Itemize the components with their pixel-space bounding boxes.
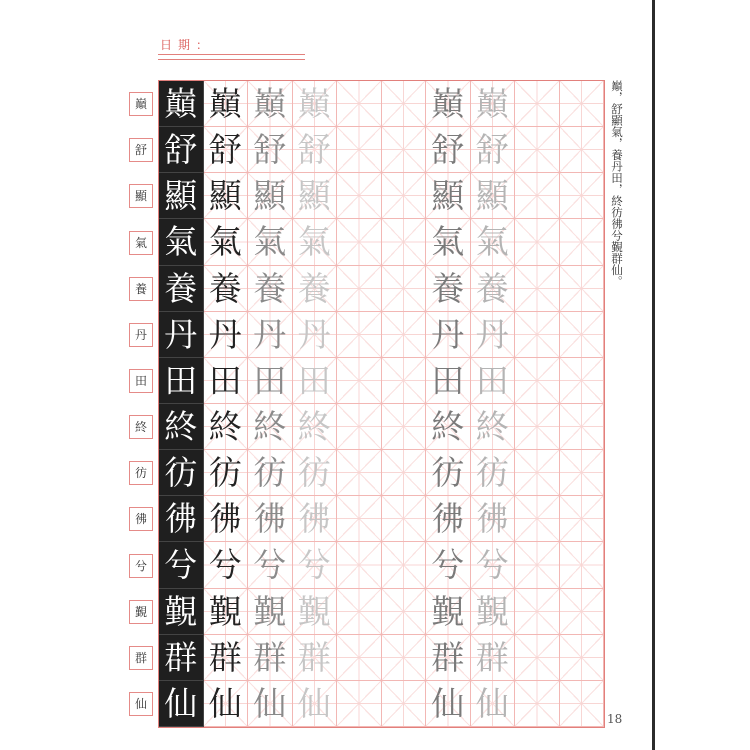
side-label-char: 氣 bbox=[129, 231, 153, 255]
practice-cell-blank bbox=[337, 450, 382, 496]
practice-cell-blank bbox=[382, 542, 427, 588]
practice-cell-solid: 養 bbox=[204, 266, 249, 312]
practice-cell-trace1-r: 顯 bbox=[426, 173, 471, 219]
practice-cell-blank bbox=[560, 542, 605, 588]
practice-cell-trace2: 仙 bbox=[293, 681, 338, 727]
practice-cell-model: 彿 bbox=[159, 496, 204, 542]
poem-vertical-text: 巔，舒顯氣，養丹田，終彷彿兮覲群仙。 bbox=[610, 80, 624, 287]
practice-cell-solid: 氣 bbox=[204, 219, 249, 265]
practice-cell-blank bbox=[337, 127, 382, 173]
practice-cell-blank bbox=[560, 266, 605, 312]
practice-cell-trace1: 氣 bbox=[248, 219, 293, 265]
practice-cell-blank bbox=[515, 312, 560, 358]
practice-cell-trace1-r: 覲 bbox=[426, 589, 471, 635]
practice-cell-blank bbox=[337, 589, 382, 635]
practice-cell-trace2: 終 bbox=[293, 404, 338, 450]
practice-cell-blank bbox=[382, 589, 427, 635]
practice-cell-model: 終 bbox=[159, 404, 204, 450]
practice-cell-blank bbox=[337, 404, 382, 450]
practice-cell-trace2: 舒 bbox=[293, 127, 338, 173]
practice-cell-model: 巔 bbox=[159, 81, 204, 127]
side-label-char: 丹 bbox=[129, 323, 153, 347]
practice-cell-blank bbox=[337, 542, 382, 588]
practice-cell-blank bbox=[515, 496, 560, 542]
practice-cell-blank bbox=[515, 219, 560, 265]
date-underline bbox=[158, 54, 305, 55]
practice-cell-trace1-r: 養 bbox=[426, 266, 471, 312]
practice-cell-trace2: 彷 bbox=[293, 450, 338, 496]
practice-cell-solid: 仙 bbox=[204, 681, 249, 727]
practice-cell-trace1-r: 舒 bbox=[426, 127, 471, 173]
practice-cell-blank bbox=[515, 404, 560, 450]
practice-cell-trace2: 群 bbox=[293, 635, 338, 681]
practice-cell-trace2: 田 bbox=[293, 358, 338, 404]
practice-cell-blank bbox=[560, 358, 605, 404]
practice-cell-trace1: 養 bbox=[248, 266, 293, 312]
practice-cell-trace2: 養 bbox=[293, 266, 338, 312]
practice-cell-model: 兮 bbox=[159, 542, 204, 588]
practice-cell-trace1-r: 丹 bbox=[426, 312, 471, 358]
practice-cell-blank bbox=[560, 312, 605, 358]
practice-cell-trace2-r: 彿 bbox=[471, 496, 516, 542]
practice-cell-solid: 兮 bbox=[204, 542, 249, 588]
practice-cell-blank bbox=[515, 635, 560, 681]
practice-cell-blank bbox=[560, 496, 605, 542]
practice-cell-solid: 終 bbox=[204, 404, 249, 450]
practice-cell-solid: 巔 bbox=[204, 81, 249, 127]
practice-cell-trace2: 兮 bbox=[293, 542, 338, 588]
practice-cell-solid: 彷 bbox=[204, 450, 249, 496]
practice-cell-trace1: 田 bbox=[248, 358, 293, 404]
practice-cell-trace2-r: 田 bbox=[471, 358, 516, 404]
practice-cell-trace1-r: 彷 bbox=[426, 450, 471, 496]
practice-cell-trace1: 顯 bbox=[248, 173, 293, 219]
practice-cell-solid: 彿 bbox=[204, 496, 249, 542]
practice-cell-trace2: 覲 bbox=[293, 589, 338, 635]
practice-cell-blank bbox=[382, 358, 427, 404]
practice-cell-trace2-r: 舒 bbox=[471, 127, 516, 173]
practice-cell-blank bbox=[515, 266, 560, 312]
practice-grid bbox=[158, 80, 605, 728]
practice-cell-blank bbox=[337, 635, 382, 681]
practice-cell-trace2: 巔 bbox=[293, 81, 338, 127]
practice-cell-blank bbox=[337, 681, 382, 727]
practice-cell-trace2-r: 彷 bbox=[471, 450, 516, 496]
practice-cell-trace1: 群 bbox=[248, 635, 293, 681]
practice-cell-blank bbox=[515, 589, 560, 635]
practice-cell-blank bbox=[382, 173, 427, 219]
practice-cell-trace1: 彷 bbox=[248, 450, 293, 496]
practice-cell-solid: 田 bbox=[204, 358, 249, 404]
side-label-char: 養 bbox=[129, 277, 153, 301]
practice-cell-trace1-r: 兮 bbox=[426, 542, 471, 588]
practice-cell-trace1-r: 巔 bbox=[426, 81, 471, 127]
side-label-char: 彷 bbox=[129, 461, 153, 485]
practice-cell-trace2-r: 兮 bbox=[471, 542, 516, 588]
side-label-char: 顯 bbox=[129, 184, 153, 208]
practice-cell-blank bbox=[337, 496, 382, 542]
practice-cell-blank bbox=[560, 219, 605, 265]
practice-cell-blank bbox=[515, 358, 560, 404]
practice-cell-solid: 顯 bbox=[204, 173, 249, 219]
practice-cell-blank bbox=[560, 635, 605, 681]
practice-cell-blank bbox=[337, 219, 382, 265]
practice-cell-model: 群 bbox=[159, 635, 204, 681]
date-underline-secondary bbox=[158, 59, 305, 60]
side-label-char: 仙 bbox=[129, 692, 153, 716]
practice-cell-blank bbox=[337, 312, 382, 358]
practice-cell-blank bbox=[382, 635, 427, 681]
practice-cell-blank bbox=[337, 173, 382, 219]
practice-cell-solid: 覲 bbox=[204, 589, 249, 635]
practice-cell-blank bbox=[515, 681, 560, 727]
practice-cell-trace1-r: 彿 bbox=[426, 496, 471, 542]
practice-cell-trace2: 氣 bbox=[293, 219, 338, 265]
side-label-char: 田 bbox=[129, 369, 153, 393]
practice-cell-model: 丹 bbox=[159, 312, 204, 358]
side-label-char: 舒 bbox=[129, 138, 153, 162]
practice-cell-trace2-r: 覲 bbox=[471, 589, 516, 635]
practice-cell-blank bbox=[515, 127, 560, 173]
practice-cell-blank bbox=[560, 127, 605, 173]
practice-cell-trace1: 終 bbox=[248, 404, 293, 450]
practice-cell-trace1-r: 群 bbox=[426, 635, 471, 681]
practice-cell-blank bbox=[560, 589, 605, 635]
side-label-char: 群 bbox=[129, 646, 153, 670]
practice-cell-model: 養 bbox=[159, 266, 204, 312]
practice-cell-model: 田 bbox=[159, 358, 204, 404]
practice-cell-trace2-r: 養 bbox=[471, 266, 516, 312]
practice-cell-trace1-r: 終 bbox=[426, 404, 471, 450]
practice-cell-blank bbox=[382, 81, 427, 127]
practice-cell-blank bbox=[382, 266, 427, 312]
practice-cell-trace2: 顯 bbox=[293, 173, 338, 219]
practice-cell-blank bbox=[515, 450, 560, 496]
practice-cell-blank bbox=[560, 404, 605, 450]
practice-cell-blank bbox=[560, 173, 605, 219]
practice-cell-model: 舒 bbox=[159, 127, 204, 173]
practice-cell-trace2-r: 終 bbox=[471, 404, 516, 450]
practice-cell-trace1: 覲 bbox=[248, 589, 293, 635]
practice-cell-model: 氣 bbox=[159, 219, 204, 265]
practice-cell-blank bbox=[337, 358, 382, 404]
practice-cell-model: 覲 bbox=[159, 589, 204, 635]
practice-cell-blank bbox=[515, 542, 560, 588]
practice-cell-trace1: 兮 bbox=[248, 542, 293, 588]
practice-cell-blank bbox=[560, 450, 605, 496]
practice-cell-trace2: 丹 bbox=[293, 312, 338, 358]
practice-cell-trace1-r: 仙 bbox=[426, 681, 471, 727]
practice-cell-model: 彷 bbox=[159, 450, 204, 496]
practice-cell-blank bbox=[382, 127, 427, 173]
practice-cell-trace1: 仙 bbox=[248, 681, 293, 727]
practice-cell-blank bbox=[337, 266, 382, 312]
practice-cell-blank bbox=[382, 404, 427, 450]
side-label-char: 彿 bbox=[129, 507, 153, 531]
practice-cell-blank bbox=[515, 81, 560, 127]
practice-cell-trace1: 彿 bbox=[248, 496, 293, 542]
practice-cell-blank bbox=[382, 450, 427, 496]
practice-cell-blank bbox=[515, 173, 560, 219]
practice-cell-trace2: 彿 bbox=[293, 496, 338, 542]
page-number: 18 bbox=[607, 712, 623, 726]
practice-cell-blank bbox=[560, 81, 605, 127]
practice-cell-blank bbox=[382, 312, 427, 358]
practice-cell-blank bbox=[337, 81, 382, 127]
side-label-char: 終 bbox=[129, 415, 153, 439]
practice-cell-solid: 丹 bbox=[204, 312, 249, 358]
practice-cell-trace2-r: 仙 bbox=[471, 681, 516, 727]
practice-cell-trace1-r: 田 bbox=[426, 358, 471, 404]
practice-cell-trace2-r: 丹 bbox=[471, 312, 516, 358]
practice-cell-trace2-r: 顯 bbox=[471, 173, 516, 219]
practice-cell-blank bbox=[382, 219, 427, 265]
practice-cell-trace2-r: 群 bbox=[471, 635, 516, 681]
practice-cell-trace1: 巔 bbox=[248, 81, 293, 127]
practice-cell-trace1: 舒 bbox=[248, 127, 293, 173]
practice-cell-model: 仙 bbox=[159, 681, 204, 727]
side-label-char: 巔 bbox=[129, 92, 153, 116]
practice-cell-solid: 群 bbox=[204, 635, 249, 681]
practice-cell-blank bbox=[382, 681, 427, 727]
practice-cell-trace1-r: 氣 bbox=[426, 219, 471, 265]
practice-cell-solid: 舒 bbox=[204, 127, 249, 173]
date-label: 日期： bbox=[160, 38, 215, 52]
practice-cell-trace1: 丹 bbox=[248, 312, 293, 358]
side-label-char: 兮 bbox=[129, 554, 153, 578]
practice-cell-trace2-r: 氣 bbox=[471, 219, 516, 265]
practice-cell-blank bbox=[382, 496, 427, 542]
side-label-char: 覲 bbox=[129, 600, 153, 624]
practice-cell-trace2-r: 巔 bbox=[471, 81, 516, 127]
practice-cell-model: 顯 bbox=[159, 173, 204, 219]
practice-cell-blank bbox=[560, 681, 605, 727]
